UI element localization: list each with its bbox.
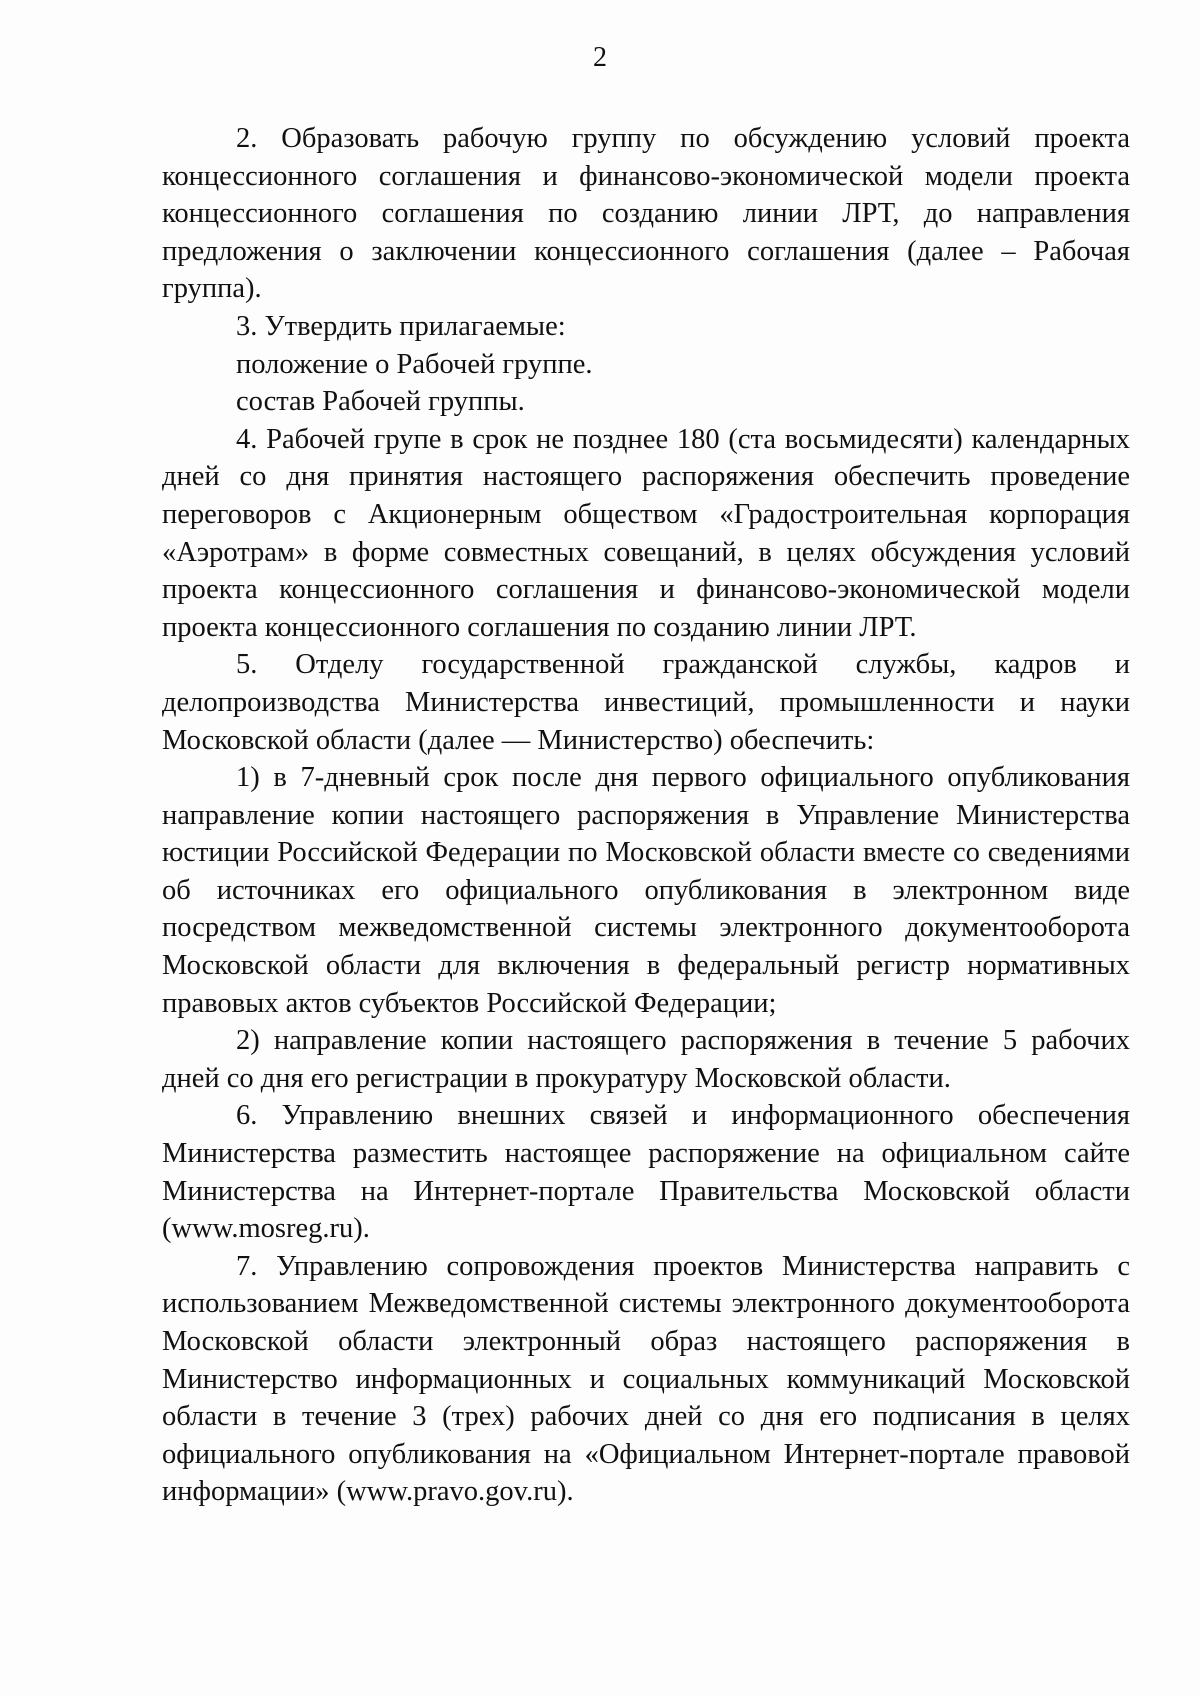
paragraph-2-working-group: 2. Образовать рабочую группу по обсуждению условий проекта концессионного соглашения и финансово-экономической модели проекта концессионного соглашения по созданию линии ЛРТ, до направления предложения о заключении концессионного соглашения (далее – Рабочая группа). (162, 123, 1130, 305)
paragraph-5-subitem-1: 1) в 7-дневный срок после дня первого официального опубликования направление копии настоящего распоряжения в Управление Министерства юстиции Российской Федерации по Московской области вместе со сведениями об источниках его официального опубликования в электронном виде посредством межведомственной системы электронного документооборота Московской области для включения в федеральный регистр нормативных правовых актов субъектов Российской Федерации; (162, 762, 1130, 1019)
paragraph-7-official-publication: 7. Управлению сопровождения проектов Министерства направить с использованием Межведомственной системы электронного документооборота Московской области электронный образ настоящего распоряжения в Министерство информационных и социальных коммуникаций Московской области в течение 3 (трех) рабочих дней со дня его подписания в целях официального опубликования на «Официальном Интернет-портале правовой информации» (www.pravo.gov.ru). (162, 1250, 1130, 1508)
paragraph-3-regulation-item: положение о Рабочей группе. (236, 348, 593, 380)
document-body (162, 120, 1130, 1511)
page-number: 2 (593, 42, 607, 73)
paragraph-4-negotiations: 4. Рабочей групе в срок не позднее 180 (ста восьмидесяти) календарных дней со дня принятия настоящего распоряжения обеспечить проведение переговоров с Акционерным обществом «Градостроительная корпорация «Аэротрам» в форме совместных совещаний, в целях обсуждения условий проекта концессионного соглашения и финансово-экономической модели проекта концессионного соглашения по созданию линии ЛРТ. (162, 423, 1130, 643)
paragraph-6-publication-on-site: 6. Управлению внешних связей и информационного обеспечения Министерства разместить настоящее распоряжение на официальном сайте Министерства на Интернет-портале Правительства Московской области (www.mosreg.ru). (162, 1100, 1130, 1245)
paragraph-5-subitem-2: 2) направление копии настоящего распоряжения в течение 5 рабочих дней со дня его регистрации в прокуратуру Московской области. (162, 1025, 1130, 1094)
paragraph-5-civil-service-department: 5. Отделу государственной гражданской службы, кадров и делопроизводства Министерства инвестиций, промышленности и науки Московской области (далее — Министерство) обеспечить: (162, 649, 1130, 756)
paragraph-3-approve: 3. Утвердить прилагаемые: (236, 310, 566, 342)
paragraph-3-composition-item: состав Рабочей группы. (236, 386, 525, 418)
